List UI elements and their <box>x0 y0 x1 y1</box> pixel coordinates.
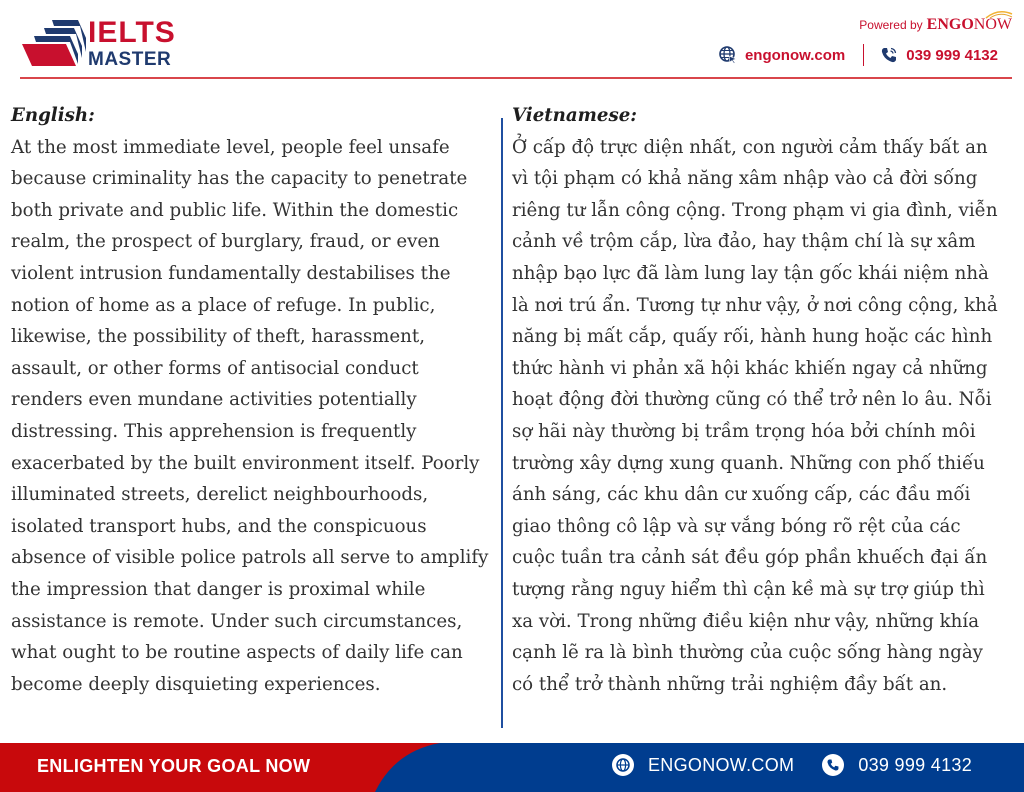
vietnamese-column <box>512 100 1012 700</box>
column-divider <box>501 118 503 728</box>
powered-by <box>859 16 1012 34</box>
english-paragraph <box>11 132 499 701</box>
vietnamese-line: trường xây dựng xung quanh. Những con phố thiếu <box>512 452 985 474</box>
vietnamese-line: tượng rằng nguy hiểm thì cận kề mà sự trợ giúp thì <box>512 578 985 600</box>
powered-by-prefix: Powered by <box>859 18 923 32</box>
vietnamese-line: thức hành vi phản xã hội khác khiến ngay cả những <box>512 357 988 379</box>
logo-ielts-text: IELTS <box>88 16 176 49</box>
vietnamese-line: là nơi trú ẩn. Tương tự như vậy, ở nơi công cộng, khả <box>512 294 998 316</box>
english-line: distressing. This apprehension is frequently <box>11 420 417 442</box>
vietnamese-line: ánh sáng, các khu dân cư xuống cấp, các đầu mối <box>512 484 971 506</box>
english-heading: English: <box>11 105 95 126</box>
footer-website-link[interactable] <box>612 754 794 776</box>
header-phone-label: 039 999 4132 <box>906 46 998 64</box>
english-line: what ought to be routine aspects of daily life can <box>11 642 463 664</box>
vietnamese-line: có thể trở thành những trải nghiệm đầy bất an. <box>512 673 948 695</box>
english-line: isolated transport hubs, and the conspicuous <box>11 515 427 537</box>
phone-icon <box>822 754 844 776</box>
footer-phone-link[interactable] <box>822 754 972 776</box>
contact-separator <box>863 44 864 66</box>
vietnamese-line: nhập bạo lực đã làm lung lay tận gốc khái niệm nhà <box>512 262 989 284</box>
globe-cursor-icon <box>719 46 737 64</box>
globe-icon <box>612 754 634 776</box>
english-line: the impression that danger is proximal while <box>11 578 426 600</box>
header-contacts <box>719 44 998 66</box>
english-line: notion of home as a place of refuge. In public, <box>11 294 436 316</box>
english-line: renders even mundane activities potentially <box>11 389 417 411</box>
english-line: exacerbated by the built environment itself. Poorly <box>11 452 480 474</box>
book-logo-icon <box>20 14 88 70</box>
spark-icon <box>984 8 1014 20</box>
logo-master-text: MASTER <box>88 49 172 70</box>
english-line: realm, the prospect of burglary, fraud, or even <box>11 231 440 253</box>
vietnamese-line: giao thông cô lập và sự vắng bóng rõ rệt của các <box>512 515 961 537</box>
english-line: illuminated streets, derelict neighbourhoods, <box>11 484 429 506</box>
vietnamese-line: cảnh về trộm cắp, lừa đảo, hay thậm chí là sự xâm <box>512 231 976 253</box>
brand-light: NOW <box>973 16 1012 33</box>
vietnamese-line: hoạt động đời thường cũng có thể trở nên lo âu. Nỗi <box>512 389 992 411</box>
vietnamese-line: xa vời. Trong những điều kiện như vậy, những khía <box>512 610 980 632</box>
header-divider <box>20 77 1012 79</box>
header-phone-link[interactable] <box>880 46 998 64</box>
english-line: because criminality has the capacity to penetrate <box>11 168 468 190</box>
vietnamese-line: cạnh lẽ ra là bình thường của cuộc sống hàng ngày <box>512 642 983 664</box>
page-footer <box>0 743 1024 792</box>
page-header <box>0 0 1024 80</box>
ielts-master-logo[interactable] <box>20 14 190 70</box>
vietnamese-paragraph <box>512 132 1012 701</box>
vietnamese-heading: Vietnamese: <box>512 105 638 126</box>
vietnamese-line: cuộc tuần tra cảnh sát đều góp phần khuếch đại ấn <box>512 547 988 569</box>
vietnamese-line: riêng tư lẫn công cộng. Trong phạm vi gia đình, viễn <box>512 199 998 221</box>
header-website-link[interactable] <box>719 46 845 64</box>
brand-bold: ENGO <box>926 16 974 33</box>
english-line: assault, or other forms of antisocial conduct <box>11 357 419 379</box>
footer-website-label: ENGONOW.COM <box>648 754 795 775</box>
header-website-label: engonow.com <box>744 46 846 64</box>
english-line: At the most immediate level, people feel unsafe <box>11 136 450 158</box>
footer-slogan: ENLIGHTEN YOUR GOAL NOW <box>37 756 311 776</box>
english-line: assistance is remote. Under such circumstances, <box>11 610 463 632</box>
phone-icon <box>880 46 898 64</box>
footer-phone-label: 039 999 4132 <box>858 754 973 775</box>
english-line: likewise, the possibility of theft, harassment, <box>11 326 425 348</box>
vietnamese-line: vì tội phạm có khả năng xâm nhập vào cả đời sống <box>512 168 978 190</box>
english-line: both private and public life. Within the domestic <box>11 199 459 221</box>
vietnamese-line: năng bị mất cắp, quấy rối, hành hung hoặc các hình <box>512 326 993 348</box>
footer-contacts <box>612 754 972 776</box>
english-line: absence of visible police patrols all serve to amplify <box>11 547 489 569</box>
vietnamese-line: sợ hãi này thường bị trầm trọng hóa bởi chính môi <box>512 420 976 442</box>
vietnamese-line: Ở cấp độ trực diện nhất, con người cảm thấy bất an <box>512 136 988 158</box>
english-line: become deeply disquieting experiences. <box>11 673 381 695</box>
english-line: violent intrusion fundamentally destabilises the <box>11 262 451 284</box>
english-column <box>11 100 499 700</box>
